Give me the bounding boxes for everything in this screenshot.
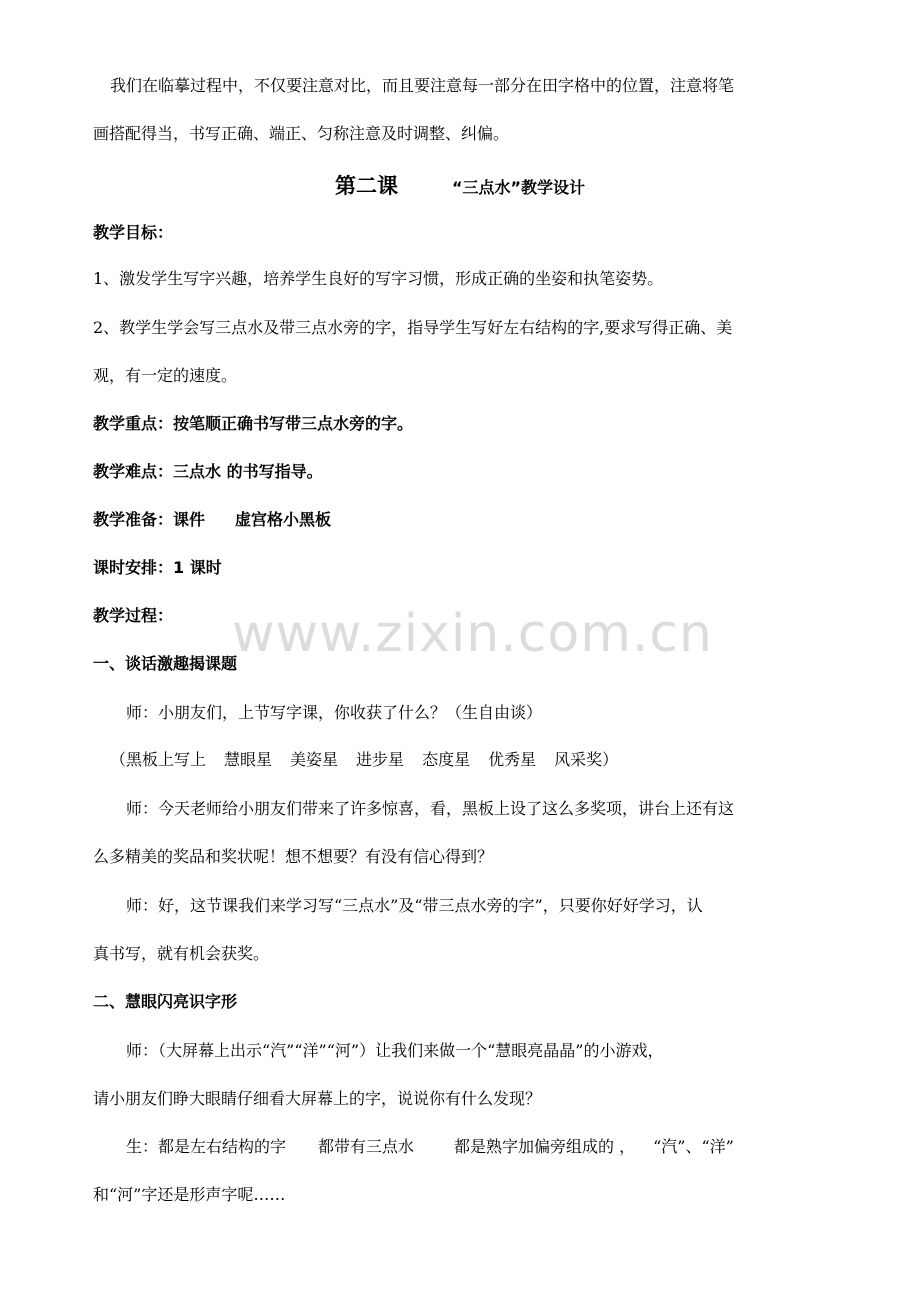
intro-line-1: 我们在临摹过程中，不仅要注意对比，而且要注意每一部分在田字格中的位置，注意将笔 [110, 76, 735, 95]
award-item: 美姿星 [290, 750, 339, 769]
award-item: 优秀星 [488, 750, 537, 769]
schedule: 课时安排：1 课时 [93, 558, 222, 577]
section-2-p1-line-1: 师：（大屏幕上出示“汽”“洋”“河”）让我们来做一个“慧眼亮晶晶”的小游戏， [126, 1041, 664, 1060]
section-2-heading: 二、慧眼闪亮识字形 [93, 992, 238, 1011]
section-2-p2-line-1 [126, 1137, 734, 1157]
section-2-p1-line-2: 请小朋友们睁大眼睛仔细看大屏幕上的字，说说你有什么发现？ [93, 1089, 542, 1108]
section-1-heading: 一、谈话激趣揭课题 [93, 654, 238, 673]
goal-item-2-line-2: 观，有一定的速度。 [93, 366, 238, 385]
awards-line [110, 750, 618, 770]
goal-item-1: 1、激发学生写字兴趣，培养学生良好的写字习惯，形成正确的坐姿和执笔姿势。 [93, 269, 664, 288]
answer-part: 都是熟字加偏旁组成的 ， [454, 1137, 636, 1156]
preparation-item: 虚宫格小黑板 [235, 510, 332, 529]
section-2-p2-line-2: 和“河”字还是形声字呢…… [93, 1185, 286, 1204]
section-1-p2-line-2: 么多精美的奖品和奖状呢！想不想要？有没有信心得到？ [93, 847, 494, 866]
difficulty: 教学难点：三点水 的书写指导。 [93, 462, 323, 481]
title-main: 第二课 [334, 174, 398, 198]
watermark: www.zixin.com.cn [232, 604, 713, 664]
answer-part: “汽”、“洋” [653, 1137, 734, 1156]
process-heading: 教学过程： [93, 606, 174, 625]
award-item: 慧眼星 [224, 750, 273, 769]
key-point: 教学重点：按笔顺正确书写带三点水旁的字。 [93, 414, 414, 433]
goals-heading: 教学目标： [93, 223, 174, 242]
award-item: 态度星 [422, 750, 471, 769]
award-item: 进步星 [356, 750, 405, 769]
award-item: （黑板上写上 [110, 750, 207, 769]
answer-part: 都带有三点水 [318, 1137, 415, 1156]
section-1-p3-line-1: 师：好，这节课我们来学习写“三点水”及“带三点水旁的字”，只要你好好学习，认 [126, 896, 703, 915]
section-1-p2-line-1: 师：今天老师给小朋友们带来了许多惊喜，看，黑板上设了这么多奖项，讲台上还有这 [126, 799, 735, 818]
goal-item-2-line-1: 2、教学生学会写三点水及带三点水旁的字，指导学生写好左右结构的字,要求写得正确、美 [93, 318, 733, 337]
intro-line-2: 画搭配得当，书写正确、端正、匀称注意及时调整、纠偏。 [93, 124, 510, 143]
section-1-p3-line-2: 真书写，就有机会获奖。 [93, 944, 270, 963]
award-item: 风采奖） [554, 750, 619, 769]
answer-part: 生：都是左右结构的字 [126, 1137, 287, 1156]
title-sub: “三点水”教学设计 [451, 178, 586, 197]
lesson-title [0, 170, 920, 200]
section-1-p1: 师：小朋友们，上节写字课，你收获了什么？（生自由谈） [126, 703, 543, 722]
preparation [93, 510, 331, 530]
preparation-label: 教学准备：课件 [93, 510, 206, 529]
